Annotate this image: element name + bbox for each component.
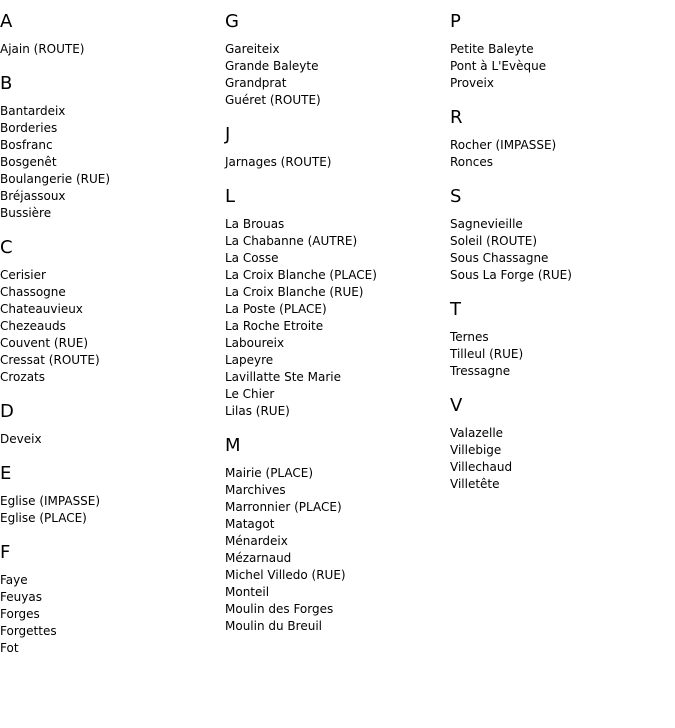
street-link[interactable]: Villebige bbox=[450, 443, 502, 457]
street-link[interactable]: La Croix Blanche (RUE) bbox=[225, 285, 364, 299]
letter-section bbox=[0, 226, 225, 386]
street-link[interactable]: La Poste (PLACE) bbox=[225, 302, 327, 316]
street-link[interactable]: Mairie (PLACE) bbox=[225, 466, 314, 480]
letter-section bbox=[225, 424, 450, 635]
street-list bbox=[225, 216, 450, 420]
section-letter-heading: L bbox=[225, 186, 236, 207]
street-link[interactable]: Eglise (PLACE) bbox=[0, 511, 87, 525]
letter-section bbox=[0, 390, 225, 448]
street-list bbox=[450, 425, 675, 493]
section-letter-heading: G bbox=[225, 11, 239, 32]
street-link[interactable]: Lapeyre bbox=[225, 353, 274, 367]
street-link[interactable]: Bosfranc bbox=[0, 138, 53, 152]
section-letter-heading: M bbox=[225, 435, 241, 456]
street-link[interactable]: Bréjassoux bbox=[0, 189, 66, 203]
street-link[interactable]: Valazelle bbox=[450, 426, 504, 440]
street-link[interactable]: Moulin des Forges bbox=[225, 602, 334, 616]
street-link[interactable]: Borderies bbox=[0, 121, 58, 135]
letter-section bbox=[450, 96, 675, 171]
street-link[interactable]: La Brouas bbox=[225, 217, 285, 231]
letter-section bbox=[0, 452, 225, 527]
street-link[interactable]: Pont à L'Evèque bbox=[450, 59, 547, 73]
street-link[interactable]: Tressagne bbox=[450, 364, 511, 378]
street-link[interactable]: Gareiteix bbox=[225, 42, 280, 56]
street-link[interactable]: Marchives bbox=[225, 483, 286, 497]
street-link[interactable]: Crozats bbox=[0, 370, 45, 384]
street-link[interactable]: Rocher (IMPASSE) bbox=[450, 138, 557, 152]
street-link[interactable]: Laboureix bbox=[225, 336, 285, 350]
street-link[interactable]: Ronces bbox=[450, 155, 493, 169]
section-letter-heading: D bbox=[0, 401, 14, 422]
street-link[interactable]: La Croix Blanche (PLACE) bbox=[225, 268, 377, 282]
street-link[interactable]: Monteil bbox=[225, 585, 270, 599]
index-column bbox=[0, 0, 225, 657]
section-letter-heading: T bbox=[450, 299, 461, 320]
street-link[interactable]: Boulangerie (RUE) bbox=[0, 172, 111, 186]
street-list bbox=[450, 137, 675, 171]
street-list bbox=[0, 431, 225, 448]
street-link[interactable]: Eglise (IMPASSE) bbox=[0, 494, 101, 508]
street-link[interactable]: Sagnevieille bbox=[450, 217, 523, 231]
street-link[interactable]: Chateauvieux bbox=[0, 302, 83, 316]
street-link[interactable]: Sous Chassagne bbox=[450, 251, 549, 265]
street-link[interactable]: Grande Baleyte bbox=[225, 59, 319, 73]
street-link[interactable]: La Roche Etroite bbox=[225, 319, 324, 333]
letter-section bbox=[225, 175, 450, 420]
letter-section bbox=[0, 62, 225, 222]
letter-section bbox=[450, 288, 675, 380]
street-link[interactable]: Marronnier (PLACE) bbox=[225, 500, 342, 514]
street-link[interactable]: Chezeauds bbox=[0, 319, 66, 333]
section-letter-heading: S bbox=[450, 186, 462, 207]
street-list bbox=[450, 329, 675, 380]
letter-section bbox=[0, 0, 225, 58]
street-link[interactable]: Ménardeix bbox=[225, 534, 288, 548]
letter-section bbox=[0, 531, 225, 657]
street-link[interactable]: Petite Baleyte bbox=[450, 42, 534, 56]
street-link[interactable]: Villechaud bbox=[450, 460, 513, 474]
street-link[interactable]: La Chabanne (AUTRE) bbox=[225, 234, 358, 248]
street-link[interactable]: Forges bbox=[0, 607, 40, 621]
street-link[interactable]: Sous La Forge (RUE) bbox=[450, 268, 572, 282]
letter-section bbox=[225, 0, 450, 109]
section-letter-heading: E bbox=[0, 463, 12, 484]
street-link[interactable]: Bosgenêt bbox=[0, 155, 57, 169]
street-link[interactable]: Guéret (ROUTE) bbox=[225, 93, 321, 107]
street-list bbox=[450, 41, 675, 92]
street-link[interactable]: Bussière bbox=[0, 206, 52, 220]
street-link[interactable]: Ternes bbox=[450, 330, 489, 344]
street-link[interactable]: Mézarnaud bbox=[225, 551, 292, 565]
street-list bbox=[0, 493, 225, 527]
street-link[interactable]: Deveix bbox=[0, 432, 42, 446]
street-link[interactable]: Feuyas bbox=[0, 590, 42, 604]
street-link[interactable]: Faye bbox=[0, 573, 28, 587]
street-link[interactable]: Cressat (ROUTE) bbox=[0, 353, 100, 367]
street-list bbox=[225, 41, 450, 109]
section-letter-heading: J bbox=[225, 124, 231, 145]
section-letter-heading: P bbox=[450, 11, 461, 32]
index-column bbox=[450, 0, 675, 493]
street-link[interactable]: Cerisier bbox=[0, 268, 46, 282]
street-link[interactable]: Matagot bbox=[225, 517, 275, 531]
street-link[interactable]: Grandprat bbox=[225, 76, 287, 90]
letter-section bbox=[450, 175, 675, 284]
street-list bbox=[0, 267, 225, 386]
section-letter-heading: B bbox=[0, 73, 13, 94]
street-link[interactable]: Villetête bbox=[450, 477, 500, 491]
letter-section bbox=[450, 0, 675, 92]
section-letter-heading: A bbox=[0, 11, 13, 32]
street-link[interactable]: La Cosse bbox=[225, 251, 279, 265]
street-list bbox=[225, 154, 450, 171]
street-link[interactable]: Lavillatte Ste Marie bbox=[225, 370, 341, 384]
index-column bbox=[225, 0, 450, 635]
street-link[interactable]: Chassogne bbox=[0, 285, 66, 299]
section-letter-heading: F bbox=[0, 542, 11, 563]
street-link[interactable]: Ajain (ROUTE) bbox=[0, 42, 85, 56]
street-list bbox=[0, 103, 225, 222]
street-link[interactable]: Lilas (RUE) bbox=[225, 404, 290, 418]
section-letter-heading: R bbox=[450, 107, 463, 128]
street-link[interactable]: Fot bbox=[0, 641, 19, 655]
street-link[interactable]: Soleil (ROUTE) bbox=[450, 234, 537, 248]
street-link[interactable]: Le Chier bbox=[225, 387, 275, 401]
street-list bbox=[0, 572, 225, 657]
street-list bbox=[225, 465, 450, 635]
street-list bbox=[450, 216, 675, 284]
street-link[interactable]: Tilleul (RUE) bbox=[450, 347, 524, 361]
section-letter-heading: C bbox=[0, 237, 13, 258]
street-link[interactable]: Forgettes bbox=[0, 624, 57, 638]
street-link[interactable]: Proveix bbox=[450, 76, 494, 90]
letter-section bbox=[225, 113, 450, 171]
street-link[interactable]: Michel Villedo (RUE) bbox=[225, 568, 346, 582]
street-link[interactable]: Jarnages (ROUTE) bbox=[225, 155, 332, 169]
street-link[interactable]: Bantardeix bbox=[0, 104, 66, 118]
street-link[interactable]: Couvent (RUE) bbox=[0, 336, 89, 350]
section-letter-heading: V bbox=[450, 395, 463, 416]
street-link[interactable]: Moulin du Breuil bbox=[225, 619, 322, 633]
street-list bbox=[0, 41, 225, 58]
letter-section bbox=[450, 384, 675, 493]
